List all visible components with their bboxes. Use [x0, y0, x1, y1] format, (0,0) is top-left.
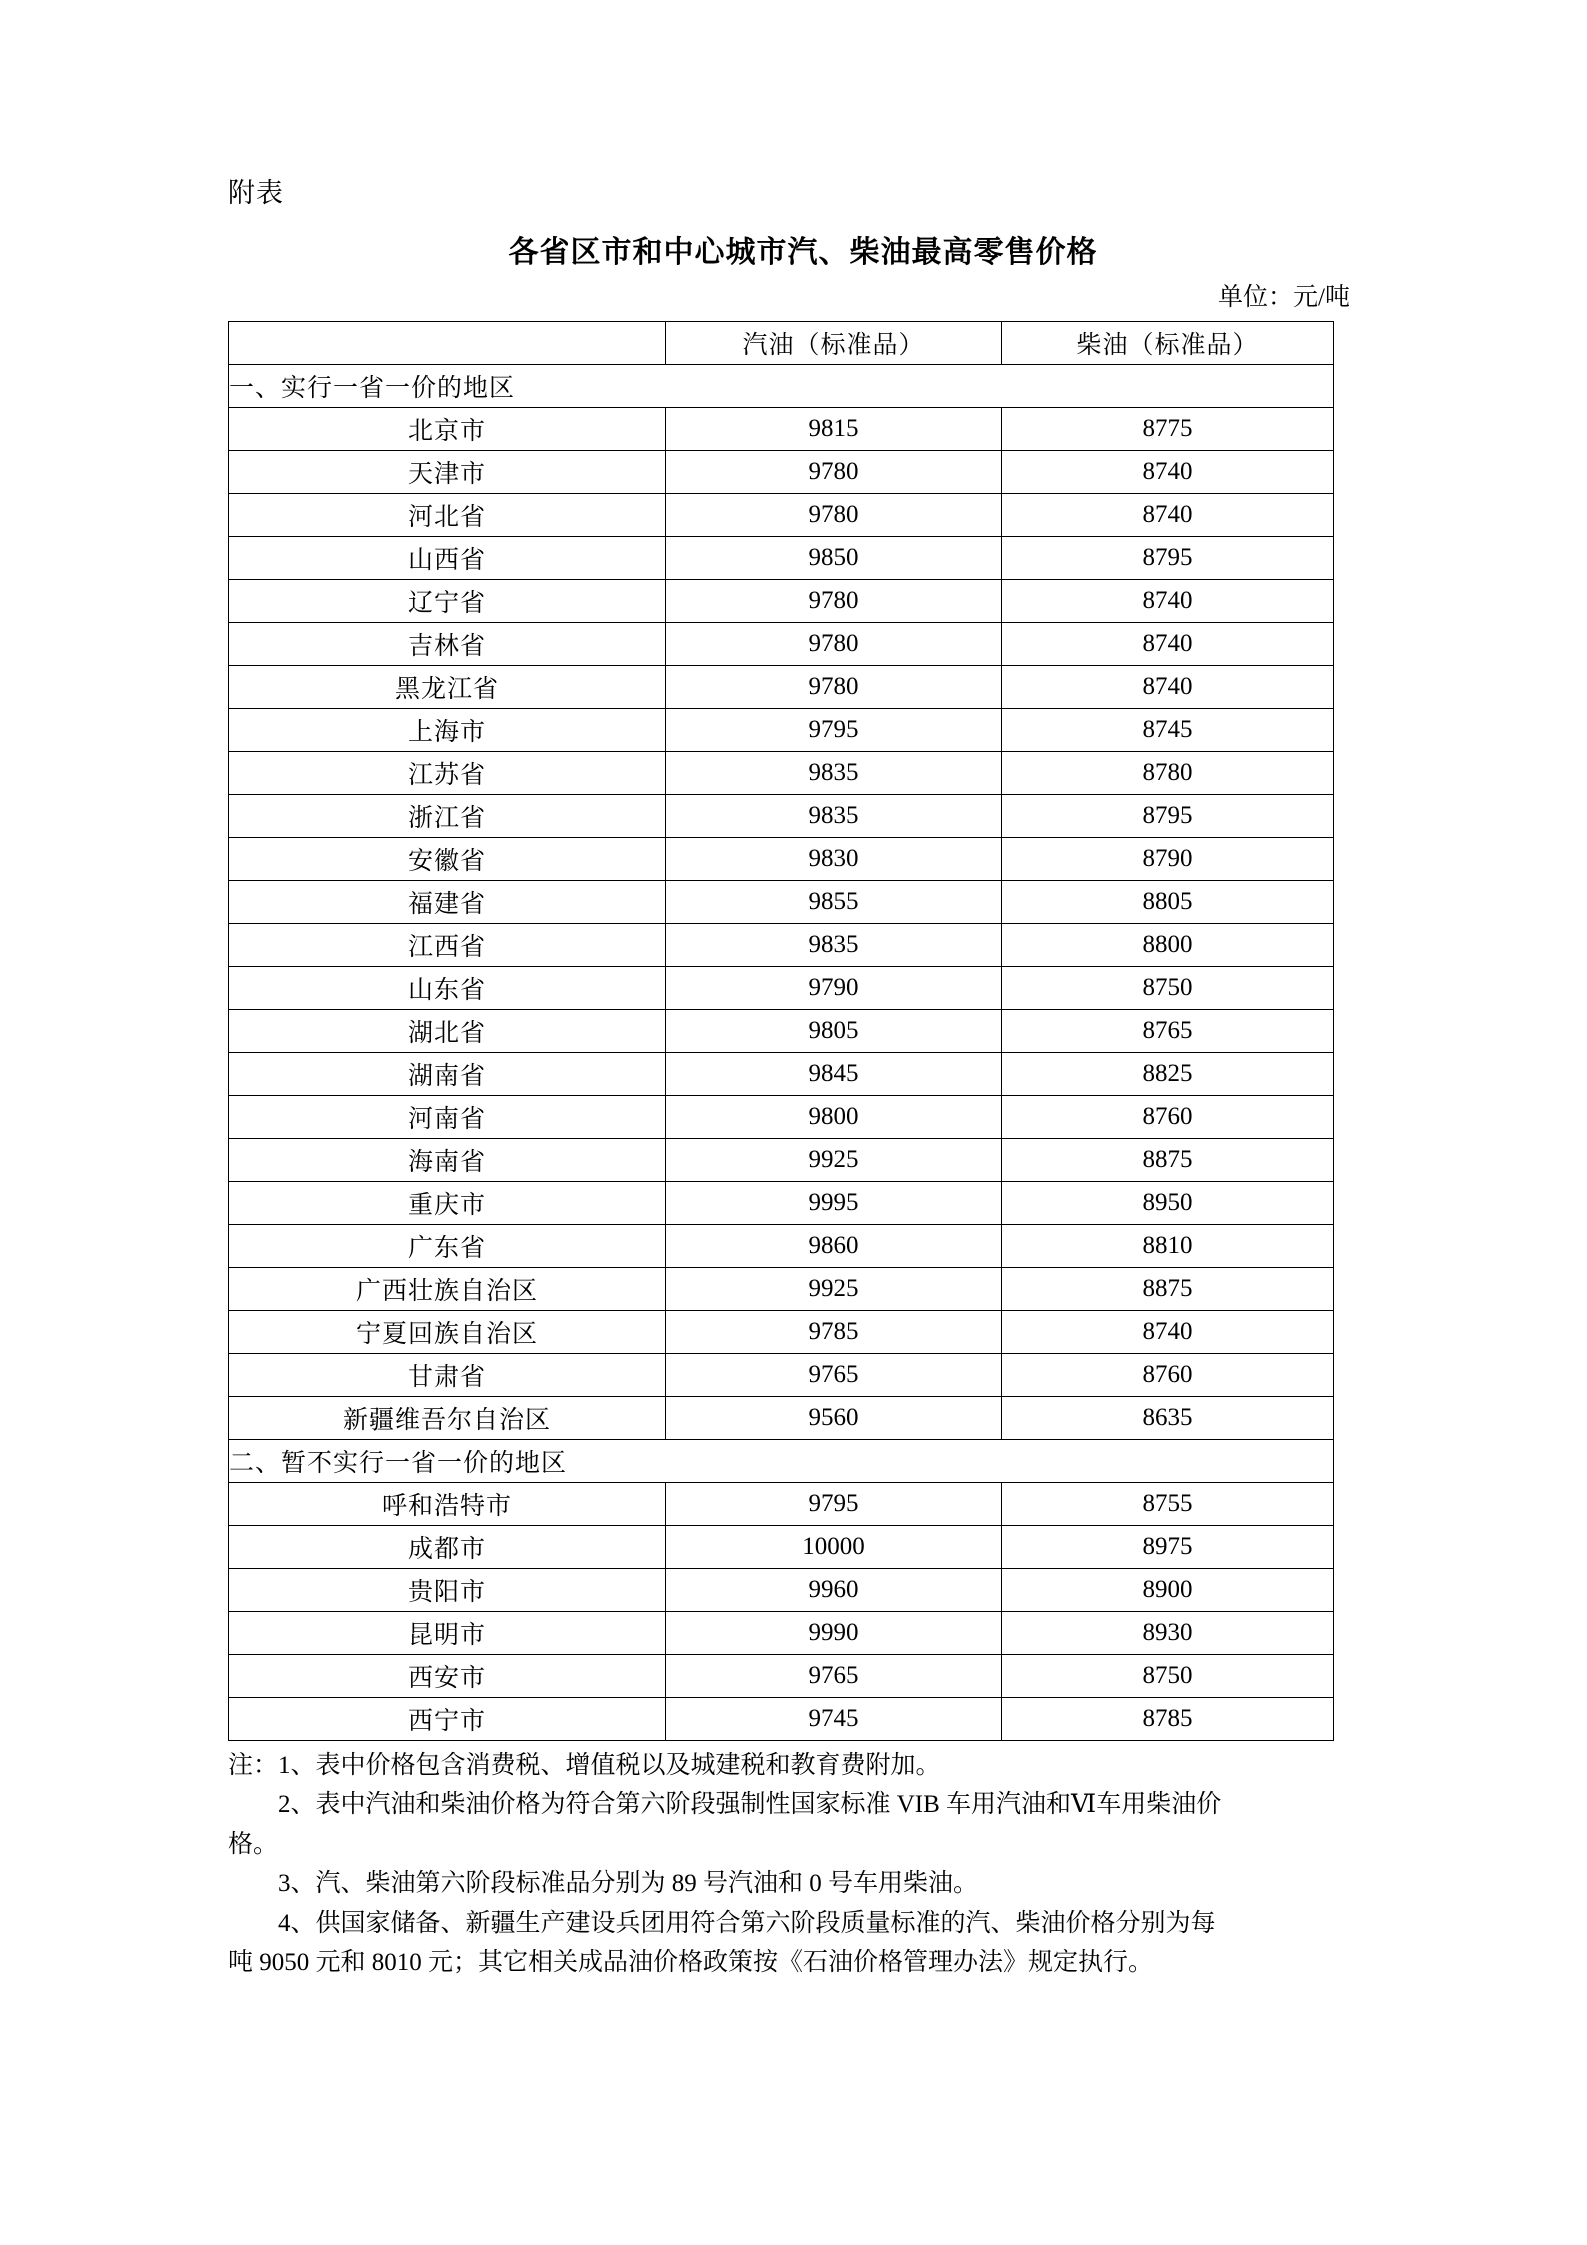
region-cell: 吉林省	[229, 622, 666, 665]
table-row	[229, 1267, 1334, 1310]
diesel-price-cell: 8775	[1002, 407, 1334, 450]
gasoline-price-cell: 10000	[666, 1525, 1002, 1568]
gasoline-price-cell: 9780	[666, 665, 1002, 708]
diesel-price-cell: 8930	[1002, 1611, 1334, 1654]
note-2-cont: 格。	[228, 1830, 279, 1858]
diesel-price-cell: 8950	[1002, 1181, 1334, 1224]
region-cell: 浙江省	[229, 794, 666, 837]
diesel-price-cell: 8790	[1002, 837, 1334, 880]
gasoline-price-cell: 9835	[666, 751, 1002, 794]
gasoline-price-cell: 9925	[666, 1138, 1002, 1181]
gasoline-price-cell: 9765	[666, 1654, 1002, 1697]
table-row	[229, 966, 1334, 1009]
table-row	[229, 1568, 1334, 1611]
table-header-row	[229, 321, 1334, 364]
diesel-price-cell: 8755	[1002, 1482, 1334, 1525]
table-row	[229, 794, 1334, 837]
price-table	[228, 321, 1334, 1741]
region-cell: 湖南省	[229, 1052, 666, 1095]
note-1: 注：1、表中价格包含消费税、增值税以及城建税和教育费附加。	[228, 1751, 941, 1779]
gasoline-price-cell: 9790	[666, 966, 1002, 1009]
region-cell: 呼和浩特市	[229, 1482, 666, 1525]
table-header-gasoline: 汽油（标准品）	[666, 321, 1002, 364]
gasoline-price-cell: 9835	[666, 794, 1002, 837]
diesel-price-cell: 8750	[1002, 966, 1334, 1009]
region-cell: 海南省	[229, 1138, 666, 1181]
region-cell: 天津市	[229, 450, 666, 493]
table-row	[229, 1611, 1334, 1654]
table-row	[229, 923, 1334, 966]
gasoline-price-cell: 9765	[666, 1353, 1002, 1396]
gasoline-price-cell: 9925	[666, 1267, 1002, 1310]
diesel-price-cell: 8795	[1002, 794, 1334, 837]
table-section-title: 二、暂不实行一省一价的地区	[229, 1439, 1334, 1482]
page-title: 各省区市和中心城市汽、柴油最高零售价格	[508, 235, 1098, 269]
diesel-price-cell: 8825	[1002, 1052, 1334, 1095]
region-cell: 新疆维吾尔自治区	[229, 1396, 666, 1439]
table-row	[229, 493, 1334, 536]
document-body	[228, 175, 1358, 1984]
diesel-price-cell: 8740	[1002, 493, 1334, 536]
diesel-price-cell: 8780	[1002, 751, 1334, 794]
diesel-price-cell: 8875	[1002, 1138, 1334, 1181]
region-cell: 山东省	[229, 966, 666, 1009]
table-row	[229, 1095, 1334, 1138]
diesel-price-cell: 8765	[1002, 1009, 1334, 1052]
region-cell: 河南省	[229, 1095, 666, 1138]
table-row	[229, 1009, 1334, 1052]
gasoline-price-cell: 9785	[666, 1310, 1002, 1353]
diesel-price-cell: 8800	[1002, 923, 1334, 966]
gasoline-price-cell: 9990	[666, 1611, 1002, 1654]
table-header-diesel: 柴油（标准品）	[1002, 321, 1334, 364]
gasoline-price-cell: 9560	[666, 1396, 1002, 1439]
region-cell: 北京市	[229, 407, 666, 450]
table-row	[229, 1052, 1334, 1095]
region-cell: 成都市	[229, 1525, 666, 1568]
attachment-label: 附表	[228, 178, 284, 208]
gasoline-price-cell: 9780	[666, 493, 1002, 536]
table-row	[229, 837, 1334, 880]
region-cell: 西安市	[229, 1654, 666, 1697]
region-cell: 辽宁省	[229, 579, 666, 622]
gasoline-price-cell: 9800	[666, 1095, 1002, 1138]
gasoline-price-cell: 9780	[666, 450, 1002, 493]
region-cell: 山西省	[229, 536, 666, 579]
gasoline-price-cell: 9845	[666, 1052, 1002, 1095]
table-row	[229, 450, 1334, 493]
diesel-price-cell: 8740	[1002, 665, 1334, 708]
diesel-price-cell: 8740	[1002, 622, 1334, 665]
notes-block	[228, 1747, 1358, 1982]
diesel-price-cell: 8785	[1002, 1697, 1334, 1740]
diesel-price-cell: 8875	[1002, 1267, 1334, 1310]
note-3: 3、汽、柴油第六阶段标准品分别为 89 号汽油和 0 号车用柴油。	[278, 1870, 979, 1898]
diesel-price-cell: 8810	[1002, 1224, 1334, 1267]
table-row	[229, 1138, 1334, 1181]
diesel-price-cell: 8635	[1002, 1396, 1334, 1439]
diesel-price-cell: 8740	[1002, 1310, 1334, 1353]
gasoline-price-cell: 9960	[666, 1568, 1002, 1611]
region-cell: 江苏省	[229, 751, 666, 794]
diesel-price-cell: 8975	[1002, 1525, 1334, 1568]
gasoline-price-cell: 9815	[666, 407, 1002, 450]
note-4-cont: 吨 9050 元和 8010 元；其它相关成品油价格政策按《石油价格管理办法》规定执行。	[228, 1949, 1154, 1977]
table-section-row	[229, 364, 1334, 407]
region-cell: 甘肃省	[229, 1353, 666, 1396]
gasoline-price-cell: 9850	[666, 536, 1002, 579]
region-cell: 贵阳市	[229, 1568, 666, 1611]
table-section-row	[229, 1439, 1334, 1482]
gasoline-price-cell: 9780	[666, 622, 1002, 665]
region-cell: 昆明市	[229, 1611, 666, 1654]
table-row	[229, 407, 1334, 450]
gasoline-price-cell: 9830	[666, 837, 1002, 880]
region-cell: 福建省	[229, 880, 666, 923]
gasoline-price-cell: 9795	[666, 708, 1002, 751]
table-row	[229, 1525, 1334, 1568]
region-cell: 河北省	[229, 493, 666, 536]
table-row	[229, 880, 1334, 923]
table-row	[229, 1181, 1334, 1224]
region-cell: 广西壮族自治区	[229, 1267, 666, 1310]
note-2: 2、表中汽油和柴油价格为符合第六阶段强制性国家标准 VIB 车用汽油和Ⅵ车用柴油价	[278, 1791, 1222, 1819]
diesel-price-cell: 8795	[1002, 536, 1334, 579]
gasoline-price-cell: 9855	[666, 880, 1002, 923]
diesel-price-cell: 8745	[1002, 708, 1334, 751]
diesel-price-cell: 8750	[1002, 1654, 1334, 1697]
table-row	[229, 1224, 1334, 1267]
table-header-region	[229, 321, 666, 364]
region-cell: 广东省	[229, 1224, 666, 1267]
gasoline-price-cell: 9780	[666, 579, 1002, 622]
diesel-price-cell: 8740	[1002, 579, 1334, 622]
table-row	[229, 536, 1334, 579]
table-row	[229, 579, 1334, 622]
region-cell: 上海市	[229, 708, 666, 751]
table-row	[229, 1310, 1334, 1353]
table-row	[229, 1697, 1334, 1740]
region-cell: 黑龙江省	[229, 665, 666, 708]
table-row	[229, 665, 1334, 708]
gasoline-price-cell: 9805	[666, 1009, 1002, 1052]
table-row	[229, 1353, 1334, 1396]
region-cell: 安徽省	[229, 837, 666, 880]
gasoline-price-cell: 9745	[666, 1697, 1002, 1740]
table-row	[229, 751, 1334, 794]
diesel-price-cell: 8740	[1002, 450, 1334, 493]
table-row	[229, 708, 1334, 751]
unit-label: 单位：元/吨	[1218, 283, 1350, 311]
table-row	[229, 1654, 1334, 1697]
table-row	[229, 1482, 1334, 1525]
diesel-price-cell: 8760	[1002, 1353, 1334, 1396]
note-4: 4、供国家储备、新疆生产建设兵团用符合第六阶段质量标准的汽、柴油价格分别为每	[278, 1909, 1216, 1937]
table-row	[229, 622, 1334, 665]
gasoline-price-cell: 9795	[666, 1482, 1002, 1525]
diesel-price-cell: 8900	[1002, 1568, 1334, 1611]
table-section-title: 一、实行一省一价的地区	[229, 364, 1334, 407]
diesel-price-cell: 8760	[1002, 1095, 1334, 1138]
diesel-price-cell: 8805	[1002, 880, 1334, 923]
region-cell: 湖北省	[229, 1009, 666, 1052]
gasoline-price-cell: 9860	[666, 1224, 1002, 1267]
region-cell: 江西省	[229, 923, 666, 966]
region-cell: 宁夏回族自治区	[229, 1310, 666, 1353]
table-row	[229, 1396, 1334, 1439]
region-cell: 西宁市	[229, 1697, 666, 1740]
gasoline-price-cell: 9835	[666, 923, 1002, 966]
gasoline-price-cell: 9995	[666, 1181, 1002, 1224]
region-cell: 重庆市	[229, 1181, 666, 1224]
